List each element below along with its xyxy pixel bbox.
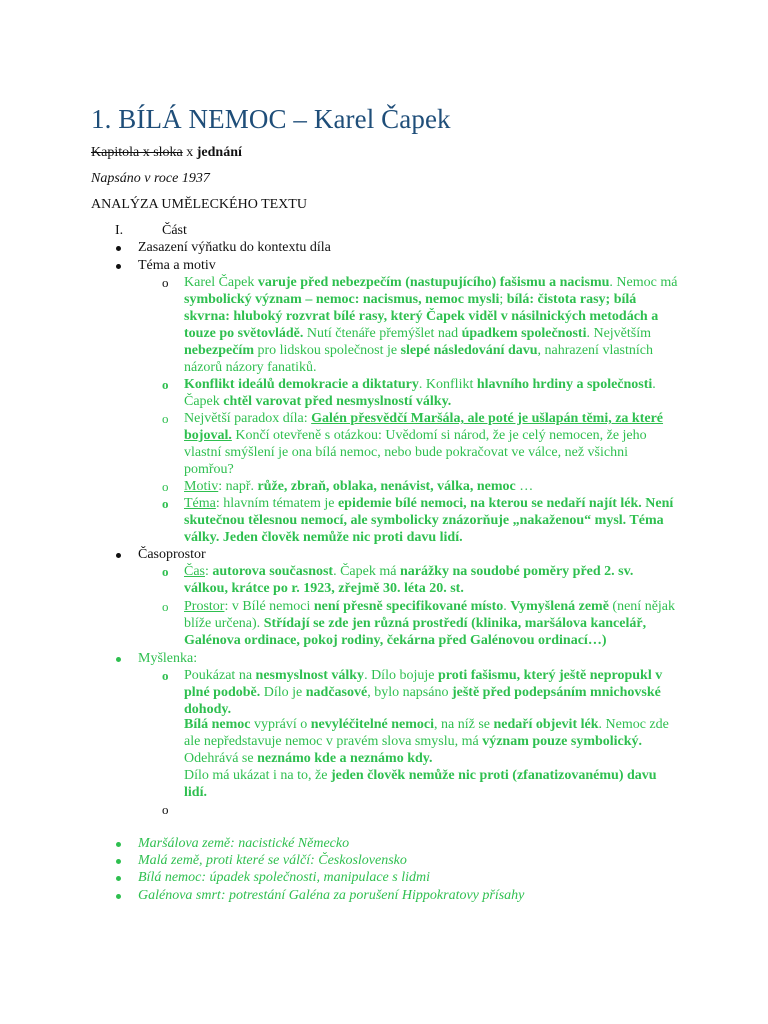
text-run: . Nemoc zde ale nepředstavuje nemoc v pravém slova smyslu, má [184,717,669,749]
text-run: symbolický význam – nemoc: nacismus, nemoc mysli [184,292,500,307]
bold-text: jednání [196,145,242,160]
paragraph-topic [184,495,678,546]
bullet-disc-icon [116,836,121,853]
bullet-disc-icon [116,870,121,887]
bullet-disc-icon [116,888,121,905]
text-run: . Konflikt [418,377,477,392]
symbol-list-item: Maršálova země: nacistické Německo [138,836,350,851]
text-run: Galén přesvědčí Maršála, ale poté je ušlapán těmi, za které bojoval. [184,411,664,443]
text-run: chtěl varovat před nesmyslností války. [223,394,452,409]
bullet-disc-icon [116,258,121,275]
text-run: Střídají se zde jen různá prostředí (klinika, maršálova kancelář, Galénova ordinace, pokoj rodiny, čekárna před Galénovou ordinací…) [184,616,647,648]
circle-bullet-icon: o [162,599,169,614]
text-run: : např. [218,479,258,494]
text-run: ; [499,292,507,307]
text-run: (není nějak blíže určena). [184,599,676,631]
paragraph-paradox [184,410,678,478]
section-name: Část [162,223,187,238]
text-run: slepé následování davu [400,343,538,358]
text-run: není přesně specifikované místo [313,599,504,614]
circle-bullet-icon: o [162,275,169,290]
symbol-list-item: Malá země, proti které se válčí: Československo [138,853,407,868]
text-run: : [205,564,213,579]
symbol-list-item: Bílá nemoc: úpadek společnosti, manipulace s lidmi [138,870,430,885]
struck-text: Kapitola x sloka [91,145,183,160]
text-run: : v Bílé nemoci [224,599,314,614]
text-run: . Čapek [184,377,656,409]
text-run: Poukázat na [184,668,256,683]
bullet-context: Zasazení výňatku do kontextu díla [138,240,331,255]
bullet-disc-icon [116,651,121,668]
text-run: Končí otevřeně s otázkou: Uvědomí si národ, že je celý nemocen, že jeho vlastní smýšlení je ona bílá nemoc, nebo bude pokračovat ve válce, než všichni pomřou? [184,428,647,477]
circle-bullet-icon: o [162,377,169,392]
bullet-disc-icon [116,547,121,564]
text-run: úpadkem společnosti [461,326,587,341]
text-run: vypráví o [250,717,311,732]
circle-bullet-icon: o [162,564,169,579]
text-run: autorova současnost [212,564,334,579]
text-run: : hlavním tématem je [215,496,338,511]
paragraph-idea-disease [184,716,678,767]
paragraph-idea-crowd [184,767,678,801]
paragraph-idea-war [184,667,678,718]
paragraph-time [184,563,678,597]
text-run: nevyléčitelné nemoci [310,717,435,732]
bullet-idea: Myšlenka: [138,651,198,666]
text-run: Odehrává se [184,751,258,766]
text-run: . Dílo bojuje [364,668,438,683]
page-title: 1. BÍLÁ NEMOC – Karel Čapek [91,104,451,134]
analysis-heading: ANALÝZA UMĚLECKÉHO TEXTU [91,197,307,212]
paragraph-space [184,598,678,649]
text-run: Dílo má ukázat i na to, že [184,768,331,783]
section-number: I. [115,223,124,238]
circle-bullet-icon: o [162,802,169,817]
text-run: pro lidskou společnost je [253,343,401,358]
text-run: Prostor [184,599,225,614]
text-run: nadčasové [305,685,368,700]
text-run: neznámo kde a neznámo kdy. [257,751,433,766]
text-run: nebezpečím [184,343,254,358]
text-run: Konflikt ideálů demokracie a diktatury [184,377,419,392]
text-run: Vymyšlená země [510,599,609,614]
text-run: Motiv [184,479,219,494]
text-run: Největší paradox díla: [184,411,312,426]
circle-bullet-icon: o [162,496,169,511]
circle-bullet-icon: o [162,411,169,426]
bullet-disc-icon [116,853,121,870]
text-run: hlavního hrdiny a společnosti [476,377,653,392]
text-run: Dílo je [260,685,306,700]
text-run: Bílá nemoc [184,717,251,732]
bullet-disc-icon [116,240,121,257]
text-run: , na níž se [434,717,494,732]
text-run: nesmyslnost války [255,668,365,683]
text-run: varuje před nebezpečím (nastupujícího) fašismu a nacismu [257,275,610,290]
paragraph-motif [184,478,678,495]
text-run: . Čapek má [333,564,400,579]
text-run: Nutí čtenáře přemýšlet nad [303,326,462,341]
text-run: , bylo napsáno [367,685,452,700]
text-run: Čas [184,564,205,579]
text-run: Téma [184,496,216,511]
connector-text: x [182,145,197,160]
text-run: . Největším [586,326,652,341]
text-run: růže, zbraň, oblaka, nenávist, válka, nemoc [257,479,516,494]
text-run: , nahrazení vlastních názorů názory fanatiků. [184,343,653,375]
text-run: narážky na soudobé poměry před 2. sv. válkou, krátce po r. 1923, zřejmě 30. léta 20. st. [184,564,634,596]
bullet-theme: Téma a motiv [138,258,216,273]
symbol-list-item: Galénova smrt: potrestání Galéna za porušení Hippokratovy přísahy [138,888,525,903]
bullet-time-space: Časoprostor [138,547,206,562]
text-run: epidemie bílé nemoci, na kterou se nedaří najít lék. Není skutečnou tělesnou nemocí, ale symbolicky znázorňuje „nakaženou“ mysl. Téma války. Jeden člověk nemůže nic proti davu lidí. [184,496,674,545]
paragraph-conflict [184,376,678,410]
text-run: . [503,599,511,614]
text-run: . Nemoc má [609,275,678,290]
circle-bullet-icon: o [162,668,169,683]
text-run: význam pouze symbolický. [482,734,643,749]
text-run: nedaří objevit lék [493,717,599,732]
text-run: jeden člověk nemůže nic proti (zfanatizovanému) davu lidí. [184,768,657,800]
text-run: bílá: čistota rasy; bílá skvrna: hluboký rozvrat bílé rasy, který Čapek viděl v násilnických metodách a touze po světovládě. [184,292,659,341]
text-run: proti fašismu, který ještě nepropukl v plné podobě. [184,668,663,700]
text-run: Karel Čapek [184,275,258,290]
chapter-line [91,144,242,161]
written-year: Napsáno v roce 1937 [91,171,210,186]
paragraph-theme-warning [184,274,678,376]
circle-bullet-icon: o [162,479,169,494]
text-run: … [515,479,534,494]
text-run: ještě před podepsáním mnichovské dohody. [184,685,661,717]
